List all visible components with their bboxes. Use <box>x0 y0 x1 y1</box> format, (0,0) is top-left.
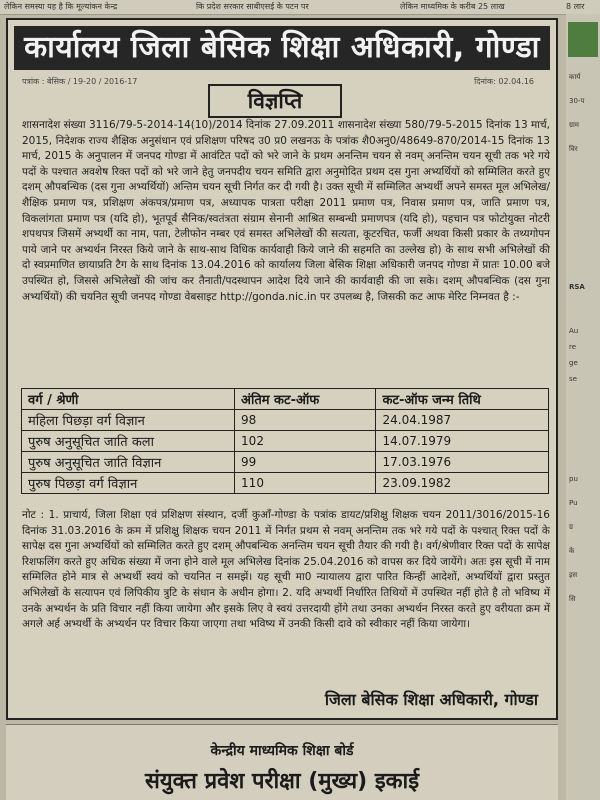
right-col-item: ग्राम <box>569 121 579 129</box>
right-col-item: ग्र <box>569 523 573 531</box>
right-col-item: 30-प <box>569 97 585 105</box>
category-cell: पुरुष अनुसूचित जाति कला <box>22 431 235 452</box>
exam-unit-title: संयुक्त प्रवेश परीक्षा (मुख्य) इकाई <box>144 769 420 794</box>
right-col-item: सि <box>569 595 576 603</box>
right-col-item: कार्य <box>569 73 581 81</box>
dob-cell: 24.04.1987 <box>376 410 549 431</box>
cutoff-cell: 102 <box>235 431 376 452</box>
notice-body: शासनादेश संख्या 3116/79-5-2014-14(10)/2014 दिनांक 27.09.2011 शासनादेश संख्या 580/79-5-2015 दिनांक 13 मार्च, 2015, निदेशक राज्य शैक्षिक अनुसंधान एवं प्रशिक्षण परिषद उ0 प्र0 लखनऊ के पत्रांक शै0अनु0/48649-870/2014-15 दिनांक 13 मार्च, 2015 के अनुपालन में जनपद गोण्डा में आवंटित पदों को भरे जाने के प्रथम अनन्तिम चयन से नवम् अनन्तिम चयन सूची तक भरे गये पदों के पश्चात अवशेष रिक्त पदों को भरे जाने हेतु जनपदीय चयन समिति द्वारा अनुमोदित प्रथम दस गुना अभ्यर्थियों को सम्मिलित करते हुए दशम् औपबन्धिक (दस गुना अभ्यर्थियों) अन्तिम चयन सूची निर्गत कर दी गयी है। उक्त सूची में सम्मिलित अभ्यर्थी अपने समस्त मूल अभिलेख/शैक्षिक प्रमाण पत्र, प्रशिक्षण अंकपत्र/प्रमाण पत्र, अध्यापक पात्रता परीक्षा 2011 प्रमाण पत्र, निवास प्रमाण पत्र, जाति प्रमाण पत्र, विकलांगता प्रमाण पत्र (यदि हो), भूतपूर्व सैनिक/स्वतंत्रता संग्राम सेनानी आश्रित सम्बन्धी प्रमाणपत्र (यदि हो), पहचान पत्र फोटोयुक्त नोटरी शपथपत्र जिसमें अभ्यर्थी का नाम, पता, टेलीफोन नम्बर एवं समस्त अभिलेखों की सत्यता, कूटरचित, फर्जी अथवा किसी प्रकार के तथ्यगोपन पाये जाने पर अभ्यर्थन निरस्त किये जाने के साथ-साथ विधिक कार्यवाही किये जाने की सहमति का उल्लेख हो) के साथ सभी अभिलेखों की दो स्वप्रमाणित छायाप्रति टैग के साथ दिनांक 13.04.2016 को कार्यालय जिला बेसिक शिक्षा अधिकारी जनपद गोण्डा में प्रातः 10.00 बजे उपस्थित हो, जिससे अभिलेखों की जांच कर तैनाती/पदस्थापन आदेश दिये जाने की कार्यवाही की जा सके। दशम् औपबन्धिक (दस गुना अभ्यर्थियों) की चयनित सूची जनपद गोण्डा वेबसाइट http://gonda.nic.in पर उपलब्ध है, जिसकी कट आफ मेरिट निम्नवत है :- <box>22 119 550 303</box>
header-cutoff-dob: कट-ऑफ जन्म तिथि <box>376 389 549 410</box>
top-strip-item: लेकिन समस्या यह है कि मूल्यांकन केन्द्र <box>4 2 118 11</box>
right-col-item: ge <box>569 359 578 367</box>
table-row <box>22 431 549 452</box>
header-cutoff: अंतिम कट-ऑफ <box>235 389 376 410</box>
header-category: वर्ग / श्रेणी <box>22 389 235 410</box>
right-col-item: Pu <box>569 499 578 507</box>
category-cell: महिला पिछड़ा वर्ग विज्ञान <box>22 410 235 431</box>
notice-heading: विज्ञप्ति <box>208 84 342 118</box>
right-col-item: के <box>569 547 575 555</box>
board-name: केन्द्रीय माध्यमिक शिक्षा बोर्ड <box>210 743 354 759</box>
bottom-clipping <box>6 724 558 800</box>
top-strip-item: 8 लार <box>566 2 585 11</box>
table-row <box>22 452 549 473</box>
category-cell: पुरुष पिछड़ा वर्ग विज्ञान <box>22 473 235 494</box>
cutoff-cell: 110 <box>235 473 376 494</box>
notice-note: नोट : 1. प्राचार्य, जिला शिक्षा एवं प्रशिक्षण संस्थान, दर्जी कुआँ-गोण्डा के पत्रांक डायट/प्रशिक्षु शिक्षक चयन 2011/3016/2015-16 दिनांक 31.03.2016 के क्रम में प्रशिक्षु शिक्षक चयन 2011 में निर्गत प्रथम से नवम् अनन्तिम तक भरे गये पदों के पश्चात् रिक्त पदों के सापेक्ष दस गुना अभ्यर्थियों को सम्मिलित करते हुए दशम् औपबन्धिक अनन्तिम चयन सूची तैयार की गयी है। वर्ग/श्रेणीवार रिक्त पदों के सापेक्ष रिशफलिंग करते हुए अधिक संख्या में जना होने वाले मूल अभिलेख दिनांक 25.04.2016 को वापस कर दिये जायेंगे। अतः इस सूची में नाम सम्मिलित होने मात्र से अभ्यर्थी स्वयं को चयनित न समझें। यह सूची मा0 न्यायालय द्वारा पारित किन्हीं आदेशों, अभ्यर्थियों द्वारा प्रस्तुत अभिलेखों के सत्यापन एवं लिपिकीय त्रुटि के संधान के अधीन होगा। 2. यदि अभ्यर्थी निर्धारित तिथियों में उपस्थित नहीं होते है तो भविष्य में उनके अभ्यर्थन के प्रति विचार नहीं किया जायेगा और इसके लिए वे स्वयं उत्तरदायी होंगे तथा उनका अभ्यर्थन निरस्त करते हुए वरीयता क्रम में अगले अर्ह अभ्यर्थी के अभ्यर्थन पर विचार किया जाएगा तथा भविष्य में उनकी किसी दावे को स्वीकार नहीं किया जायेगा। <box>22 509 550 631</box>
top-strip-item: लेकिन माध्यमिक के करीब 25 लाख <box>400 2 505 11</box>
cutoff-cell: 98 <box>235 410 376 431</box>
notice-date: दिनांक: 02.04.16 <box>474 77 534 86</box>
right-col-item: se <box>569 375 577 383</box>
reference-number: पत्रांक : बेसिक / 19-20 / 2016-17 <box>22 77 138 86</box>
dob-cell: 17.03.1976 <box>376 452 549 473</box>
right-col-item: pu <box>569 475 578 483</box>
table-row <box>22 473 549 494</box>
top-news-strip <box>0 0 600 15</box>
cutoff-cell: 99 <box>235 452 376 473</box>
notice-box <box>6 18 558 720</box>
right-col-item: re <box>569 343 577 351</box>
right-col-item: विर <box>569 145 578 153</box>
green-ad-block <box>568 22 598 57</box>
right-column-clippings <box>566 14 600 800</box>
right-col-item: Au <box>569 327 579 335</box>
table-row <box>22 410 549 431</box>
right-col-item: इस <box>569 571 578 579</box>
category-cell: पुरुष अनुसूचित जाति विज्ञान <box>22 452 235 473</box>
dob-cell: 14.07.1979 <box>376 431 549 452</box>
table-header-row <box>22 389 549 410</box>
cutoff-table <box>21 388 549 494</box>
top-strip-item: कि प्रदेश सरकार साबीएसई के पटन पर <box>196 2 309 11</box>
right-col-item: RSA <box>569 283 585 291</box>
signature-line: जिला बेसिक शिक्षा अधिकारी, गोण्डा <box>324 690 538 709</box>
dob-cell: 23.09.1982 <box>376 473 549 494</box>
office-title: कार्यालय जिला बेसिक शिक्षा अधिकारी, गोण्डा <box>14 26 550 70</box>
